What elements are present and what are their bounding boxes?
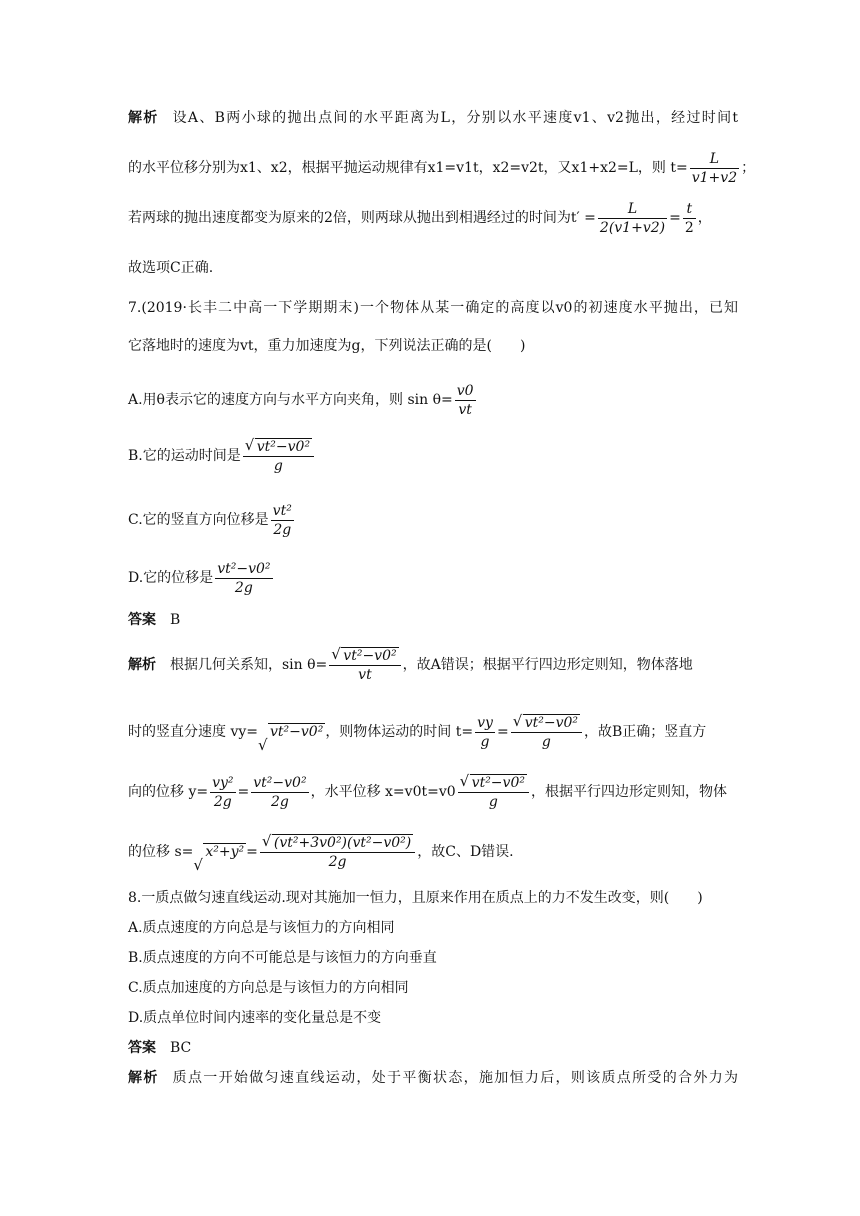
- q7-option-a: A.用θ表示它的速度方向与水平方向夹角，则 sin θ= $\frac{v0}{vt}$: [128, 382, 474, 418]
- fraction: $\frac{t}{2}$: [684, 200, 694, 236]
- q8-option-c: C.质点加速度的方向总是与该恒力的方向相同: [128, 980, 409, 996]
- q7-solution-line-1: 解析 根据几何关系知，sin θ= √ $\frac{\text{vt²−v0²}}{vt}$ ，故A错误；根据平行四边形定则知，物体落地: [128, 640, 738, 690]
- q7-solution-line-2: 时的竖直分速度 vy=√ vt²−v0² ，则物体运动的时间 t= $\frac{vy}{g}$ = √ $\frac{\text{vt²−v0²}}{g}$ ，故B正确；竖直方: [128, 708, 738, 756]
- q8-answer: 答案 BC: [128, 1040, 192, 1056]
- q7-stem-line-1: 7.(2019·长丰二中高一下学期期末)一个物体从某一确定的高度以v0的初速度水平抛出，已知: [128, 300, 738, 316]
- fraction: $\frac{L}{2(v1+v2)}$: [599, 200, 666, 236]
- fraction: $\frac{\text{vt²−v0²}}{2g}$: [253, 774, 307, 810]
- q8-solution-line-1: 解析 质点一开始做匀速直线运动，处于平衡状态，施加恒力后，则该质点所受的合外力为: [128, 1070, 739, 1086]
- q8-stem: 8.一质点做匀速直线运动.现对其施加一恒力，且原来作用在质点上的力不发生改变，则( ): [128, 890, 703, 906]
- fraction: $\frac{\text{vt²}}{2g}$: [272, 502, 292, 538]
- fraction: $\frac{L}{v1+v2}$: [691, 150, 738, 186]
- fraction: $\frac{v0}{vt}$: [456, 382, 474, 418]
- q7-solution-line-4: 的位移 s=√ x²+y² = √ $\frac{\text{(vt²+3v0²)(vt²−v0²)}}{2g}$ ，故C、D错误.: [128, 828, 738, 876]
- prev-solution-line-3: 若两球的抛出速度都变为原来的2倍，则两球从抛出到相遇经过的时间为t′ = $\frac{L}{2(v1+v2)}$ = $\frac{t}{2}$ ，: [128, 200, 712, 236]
- q8-option-d: D.质点单位时间内速率的变化量总是不变: [128, 1010, 382, 1026]
- prev-solution-line-1: 解析 设A、B两小球的抛出点间的水平距离为L，分别以水平速度v1、v2抛出，经过时间t: [128, 110, 739, 126]
- fraction: $\frac{\text{vt²−v0²}}{2g}$: [217, 560, 271, 596]
- fraction: √ $\frac{\text{vt²−v0²}}{g}$: [243, 438, 314, 475]
- q7-option-d: D.它的位移是 $\frac{\text{vt²−v0²}}{2g}$: [128, 560, 271, 596]
- fraction: √ $\frac{\text{vt²−v0²}}{g}$: [511, 714, 582, 751]
- fraction: √ $\frac{\text{(vt²+3v0²)(vt²−v0²)}}{2g}$: [260, 834, 415, 871]
- fraction: √ $\frac{\text{vt²−v0²}}{vt}$: [329, 647, 400, 684]
- fraction: $\frac{vy}{g}$: [477, 714, 493, 750]
- q8-option-a: A.质点速度的方向总是与该恒力的方向相同: [128, 920, 395, 936]
- analysis-label: 解析: [128, 110, 159, 126]
- q7-solution-line-3: 向的位移 y= $\frac{\text{vy²}}{2g}$ = $\frac{\text{vt²−v0²}}{2g}$ ，水平位移 x=v0t=v0 √ $\frac{\text{vt²−v0²}}{g}$ ，根据平行四边形定则知，物体: [128, 768, 738, 816]
- fraction: √ $\frac{\text{vt²−v0²}}{g}$: [458, 774, 529, 811]
- q7-option-c: C.它的竖直方向位移是 $\frac{\text{vt²}}{2g}$: [128, 502, 292, 538]
- q7-stem-line-2: 它落地时的速度为vt，重力加速度为g，下列说法正确的是( ): [128, 338, 526, 354]
- q7-answer: 答案 B: [128, 612, 181, 628]
- prev-solution-line-2: 的水平位移分别为x1、x2，根据平抛运动规律有x1=v1t，x2=v2t，又x1+x2=L，则 t= $\frac{L}{v1+v2}$ ；: [128, 150, 756, 186]
- fraction: $\frac{\text{vy²}}{2g}$: [212, 774, 234, 810]
- q8-option-b: B.质点速度的方向不可能总是与该恒力的方向垂直: [128, 950, 437, 966]
- prev-solution-line-4: 故选项C正确.: [128, 260, 214, 276]
- q7-option-b: B.它的运动时间是 √ $\frac{\text{vt²−v0²}}{g}$: [128, 432, 738, 480]
